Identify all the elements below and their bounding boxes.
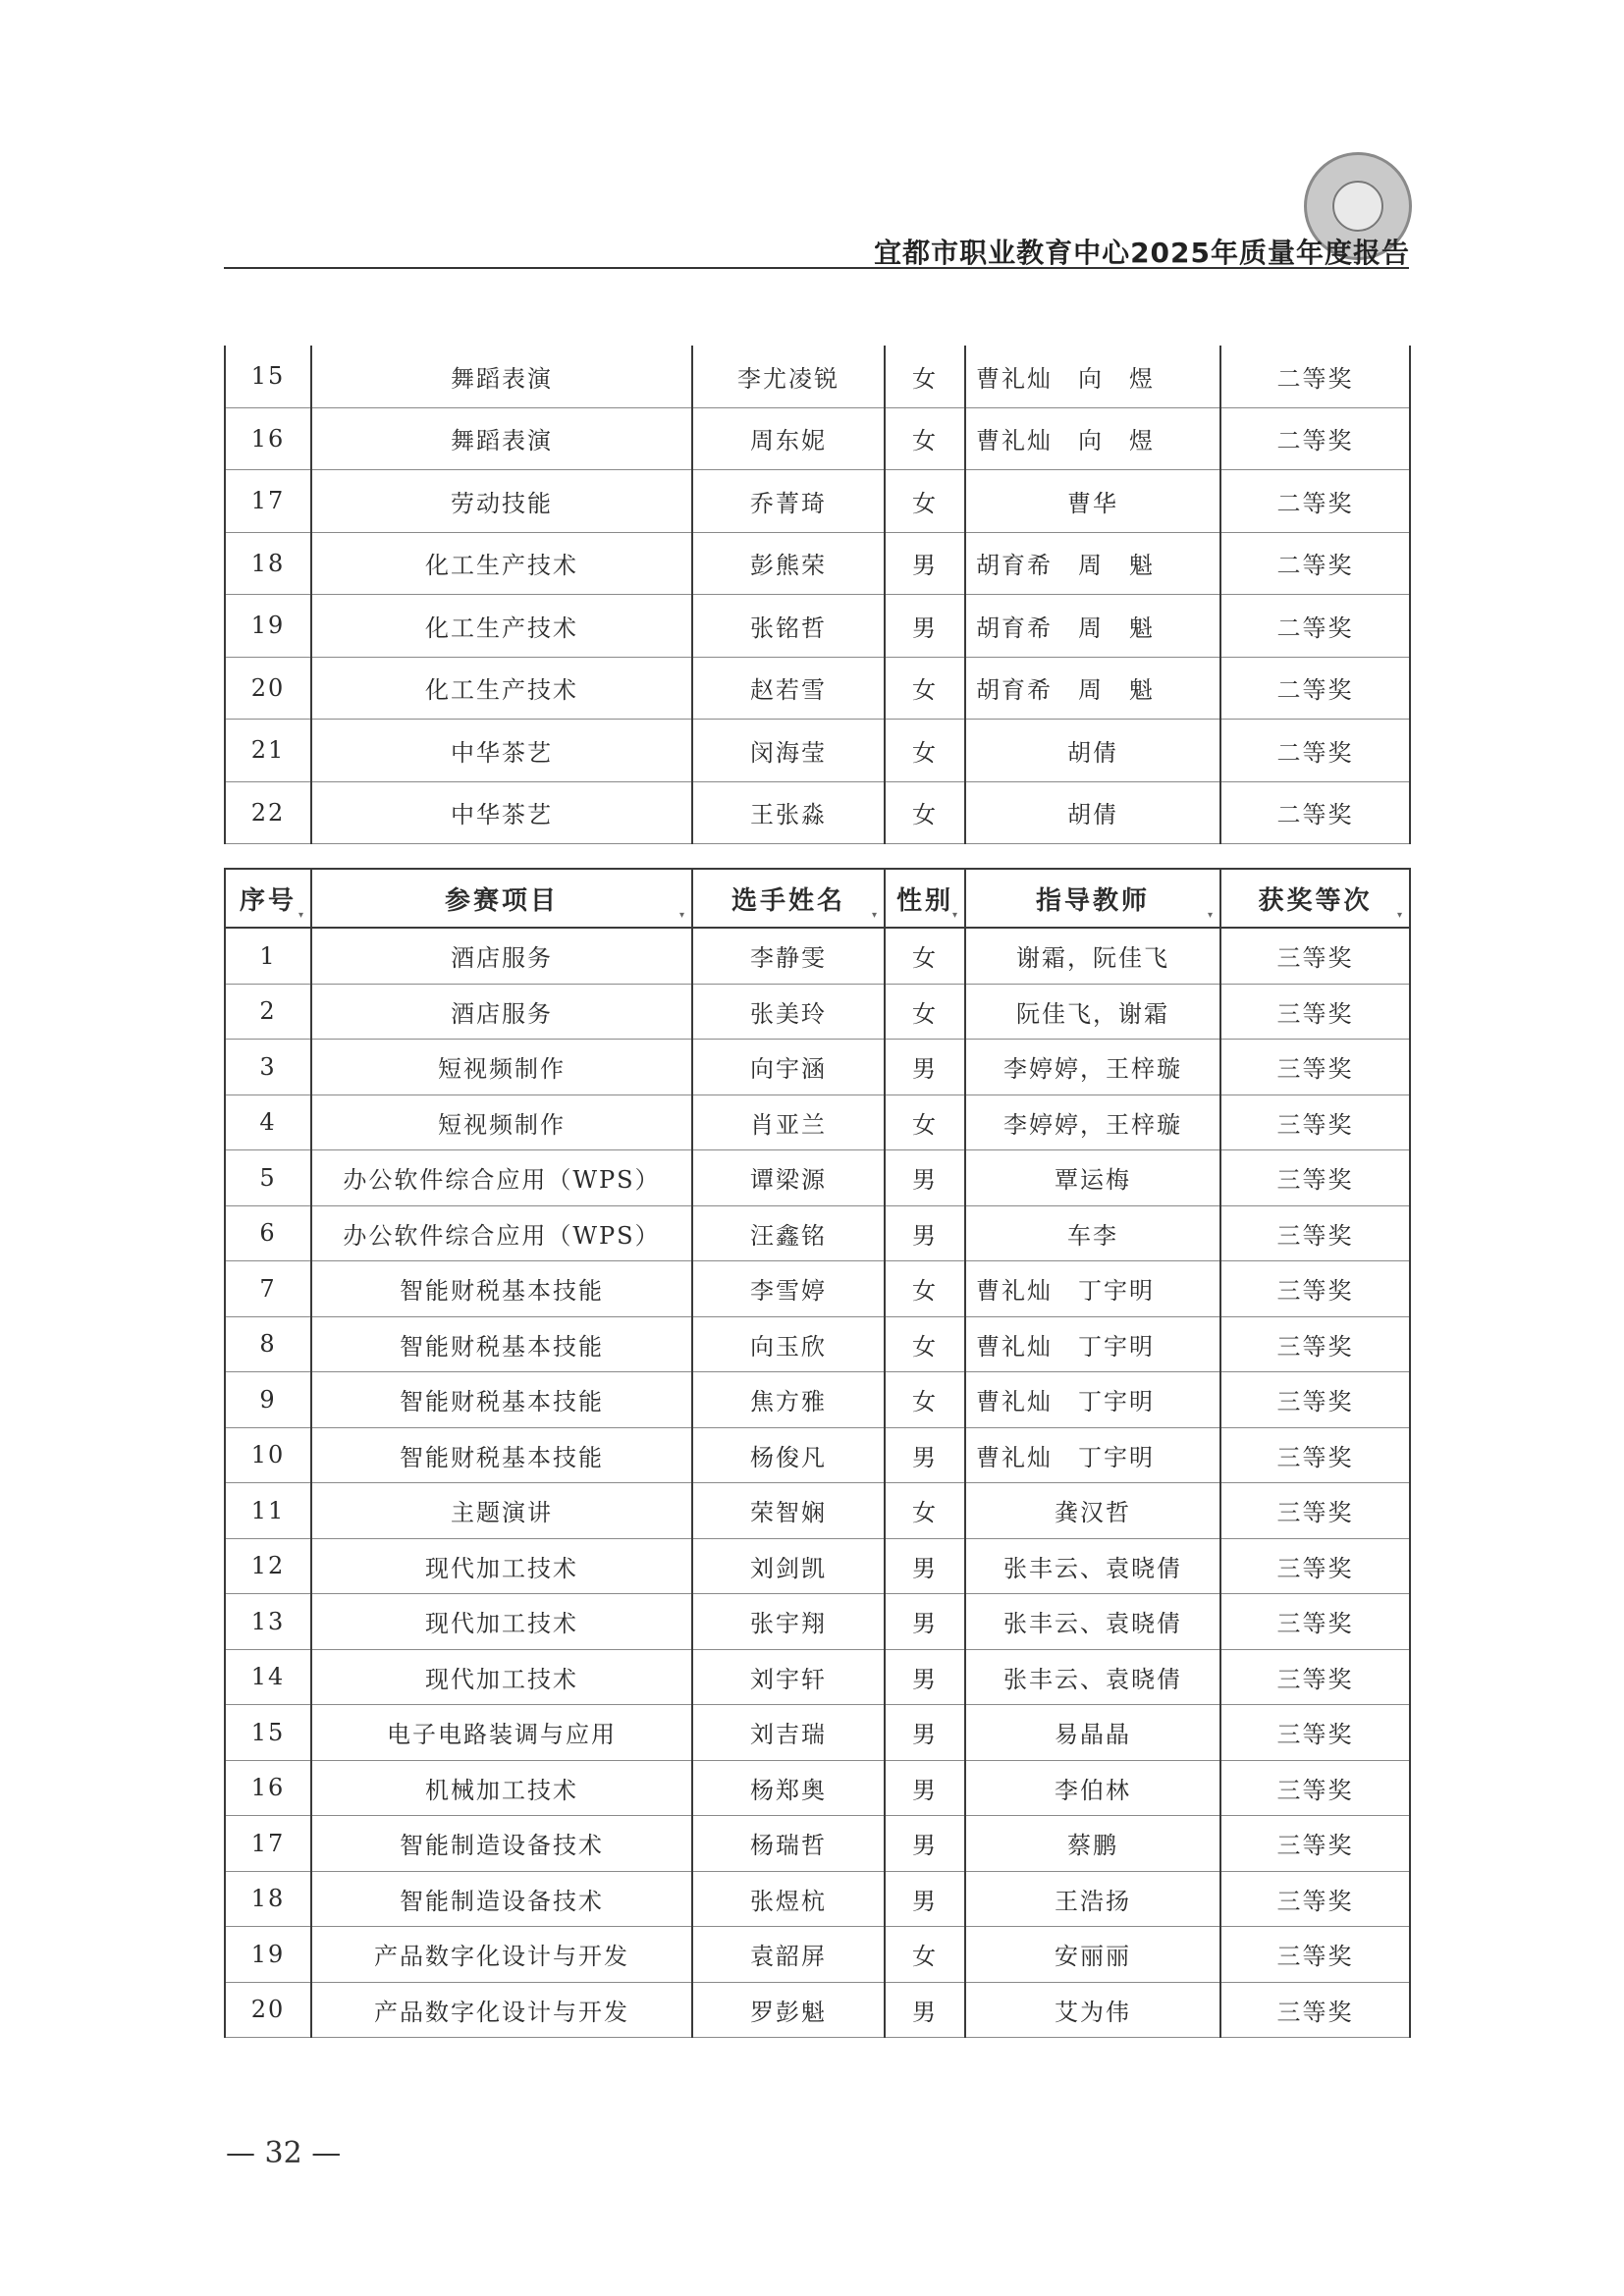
cell-project: 短视频制作: [311, 1095, 692, 1150]
cell-name: 周东妮: [692, 407, 885, 470]
cell-award: 二等奖: [1220, 346, 1410, 407]
cell-name: 李静雯: [692, 928, 885, 984]
cell-gender: 男: [885, 1538, 965, 1594]
column-header-gender[interactable]: 性别 ▾: [885, 869, 965, 928]
cell-gender: 男: [885, 1871, 965, 1927]
table-row: [225, 1816, 1410, 1872]
cell-project: 酒店服务: [311, 984, 692, 1040]
table-row: [225, 1316, 1410, 1372]
cell-teacher: 艾为伟: [965, 1982, 1220, 2038]
cell-name: 肖亚兰: [692, 1095, 885, 1150]
cell-project: 电子电路装调与应用: [311, 1705, 692, 1761]
cell-gender: 男: [885, 595, 965, 658]
cell-teacher: 胡育希 周 魁: [965, 657, 1220, 720]
cell-gender: 女: [885, 1927, 965, 1983]
cell-gender: 女: [885, 470, 965, 533]
header-divider: [224, 267, 1409, 269]
cell-name: 赵若雪: [692, 657, 885, 720]
cell-award: 三等奖: [1220, 1871, 1410, 1927]
cell-project: 主题演讲: [311, 1483, 692, 1539]
table-row: [225, 1871, 1410, 1927]
table-row: [225, 1927, 1410, 1983]
cell-gender: 男: [885, 1427, 965, 1483]
cell-award: 二等奖: [1220, 470, 1410, 533]
cell-no: 1: [225, 928, 311, 984]
cell-teacher: 安丽丽: [965, 1927, 1220, 1983]
cell-teacher: 张丰云、袁晓倩: [965, 1649, 1220, 1705]
cell-project: 中华茶艺: [311, 781, 692, 844]
cell-no: 10: [225, 1427, 311, 1483]
table-row: [225, 928, 1410, 984]
cell-award: 三等奖: [1220, 1427, 1410, 1483]
cell-award: 二等奖: [1220, 657, 1410, 720]
cell-no: 15: [225, 1705, 311, 1761]
cell-teacher: 曹礼灿 丁宇明: [965, 1261, 1220, 1317]
cell-project: 智能制造设备技术: [311, 1816, 692, 1872]
table-header-row: [225, 869, 1410, 928]
award-table-body: [225, 928, 1410, 2038]
cell-project: 产品数字化设计与开发: [311, 1927, 692, 1983]
cell-gender: 女: [885, 984, 965, 1040]
cell-name: 向玉欣: [692, 1316, 885, 1372]
cell-award: 三等奖: [1220, 984, 1410, 1040]
cell-gender: 男: [885, 1150, 965, 1206]
column-header-project[interactable]: 参赛项目 ▾: [311, 869, 692, 928]
cell-project: 智能财税基本技能: [311, 1261, 692, 1317]
cell-no: 16: [225, 1760, 311, 1816]
cell-no: 21: [225, 720, 311, 782]
cell-name: 汪鑫铭: [692, 1205, 885, 1261]
cell-name: 张铭哲: [692, 595, 885, 658]
cell-teacher: 胡倩: [965, 781, 1220, 844]
cell-gender: 男: [885, 1649, 965, 1705]
cell-award: 三等奖: [1220, 1927, 1410, 1983]
cell-no: 19: [225, 1927, 311, 1983]
cell-no: 3: [225, 1040, 311, 1095]
cell-award: 三等奖: [1220, 1040, 1410, 1095]
cell-teacher: 曹礼灿 向 煜: [965, 346, 1220, 407]
cell-award: 三等奖: [1220, 1760, 1410, 1816]
cell-award: 三等奖: [1220, 1705, 1410, 1761]
cell-no: 14: [225, 1649, 311, 1705]
page-number: — 32 —: [226, 2136, 342, 2170]
cell-name: 李雪婷: [692, 1261, 885, 1317]
award-table-continued: [224, 346, 1411, 844]
table-row: [225, 1372, 1410, 1428]
cell-teacher: 曹华: [965, 470, 1220, 533]
cell-project: 智能财税基本技能: [311, 1372, 692, 1428]
cell-award: 二等奖: [1220, 595, 1410, 658]
cell-award: 三等奖: [1220, 1594, 1410, 1650]
cell-no: 8: [225, 1316, 311, 1372]
cell-award: 三等奖: [1220, 1483, 1410, 1539]
cell-award: 二等奖: [1220, 720, 1410, 782]
cell-name: 张煜杭: [692, 1871, 885, 1927]
cell-award: 三等奖: [1220, 1816, 1410, 1872]
cell-award: 三等奖: [1220, 1095, 1410, 1150]
cell-teacher: 张丰云、袁晓倩: [965, 1538, 1220, 1594]
cell-name: 荣智娴: [692, 1483, 885, 1539]
cell-award: 三等奖: [1220, 1649, 1410, 1705]
cell-award: 三等奖: [1220, 928, 1410, 984]
cell-gender: 男: [885, 1816, 965, 1872]
cell-name: 乔菁琦: [692, 470, 885, 533]
cell-award: 二等奖: [1220, 532, 1410, 595]
cell-teacher: 李婷婷，王梓璇: [965, 1040, 1220, 1095]
cell-project: 酒店服务: [311, 928, 692, 984]
cell-no: 20: [225, 657, 311, 720]
cell-gender: 女: [885, 1372, 965, 1428]
cell-gender: 女: [885, 1095, 965, 1150]
cell-project: 智能财税基本技能: [311, 1316, 692, 1372]
cell-no: 20: [225, 1982, 311, 2038]
filter-dropdown-icon[interactable]: ▾: [951, 910, 960, 921]
cell-teacher: 胡育希 周 魁: [965, 595, 1220, 658]
table-row: [225, 1040, 1410, 1095]
table-row: [225, 1427, 1410, 1483]
cell-no: 5: [225, 1150, 311, 1206]
cell-name: 彭熊荣: [692, 532, 885, 595]
cell-no: 4: [225, 1095, 311, 1150]
cell-name: 张美玲: [692, 984, 885, 1040]
table-row: [225, 1760, 1410, 1816]
cell-no: 13: [225, 1594, 311, 1650]
cell-teacher: 曹礼灿 丁宇明: [965, 1427, 1220, 1483]
cell-no: 7: [225, 1261, 311, 1317]
table-row: [225, 1649, 1410, 1705]
cell-name: 谭梁源: [692, 1150, 885, 1206]
table-row: [225, 532, 1410, 595]
cell-gender: 男: [885, 1705, 965, 1761]
cell-name: 罗彭魁: [692, 1982, 885, 2038]
cell-name: 向宇涵: [692, 1040, 885, 1095]
cell-name: 刘吉瑞: [692, 1705, 885, 1761]
cell-gender: 女: [885, 928, 965, 984]
cell-name: 刘宇轩: [692, 1649, 885, 1705]
cell-award: 二等奖: [1220, 781, 1410, 844]
table-row: [225, 1705, 1410, 1761]
cell-teacher: 胡育希 周 魁: [965, 532, 1220, 595]
cell-no: 19: [225, 595, 311, 658]
cell-teacher: 李婷婷，王梓璇: [965, 1095, 1220, 1150]
cell-teacher: 蔡鹏: [965, 1816, 1220, 1872]
cell-award: 三等奖: [1220, 1538, 1410, 1594]
cell-gender: 男: [885, 1594, 965, 1650]
table-row: [225, 1205, 1410, 1261]
cell-award: 三等奖: [1220, 1150, 1410, 1206]
column-header-award[interactable]: 获奖等次 ▾: [1220, 869, 1410, 928]
cell-project: 中华茶艺: [311, 720, 692, 782]
table-row: [225, 407, 1410, 470]
table-row: [225, 657, 1410, 720]
filter-dropdown-icon[interactable]: ▾: [678, 910, 687, 921]
column-header-no[interactable]: 序号 ▾: [225, 869, 311, 928]
table-row: [225, 1483, 1410, 1539]
cell-teacher: 曹礼灿 丁宇明: [965, 1316, 1220, 1372]
table-row: [225, 1095, 1410, 1150]
cell-name: 闵海莹: [692, 720, 885, 782]
cell-project: 现代加工技术: [311, 1649, 692, 1705]
award-table-continued-body: [225, 346, 1410, 844]
table-row: [225, 1982, 1410, 2038]
table-row: [225, 1261, 1410, 1317]
cell-project: 办公软件综合应用（WPS）: [311, 1150, 692, 1206]
table-row: [225, 595, 1410, 658]
cell-award: 三等奖: [1220, 1261, 1410, 1317]
cell-project: 短视频制作: [311, 1040, 692, 1095]
cell-no: 18: [225, 532, 311, 595]
cell-award: 三等奖: [1220, 1372, 1410, 1428]
filter-dropdown-icon[interactable]: ▾: [871, 910, 880, 921]
cell-award: 三等奖: [1220, 1982, 1410, 2038]
cell-no: 16: [225, 407, 311, 470]
cell-gender: 女: [885, 781, 965, 844]
cell-teacher: 易晶晶: [965, 1705, 1220, 1761]
cell-teacher: 覃运梅: [965, 1150, 1220, 1206]
cell-project: 智能财税基本技能: [311, 1427, 692, 1483]
cell-project: 舞蹈表演: [311, 346, 692, 407]
cell-name: 杨瑞哲: [692, 1816, 885, 1872]
cell-gender: 男: [885, 532, 965, 595]
cell-award: 三等奖: [1220, 1205, 1410, 1261]
cell-teacher: 车李: [965, 1205, 1220, 1261]
cell-teacher: 曹礼灿 丁宇明: [965, 1372, 1220, 1428]
table-row: [225, 984, 1410, 1040]
filter-dropdown-icon[interactable]: ▾: [298, 910, 306, 921]
table-row: [225, 720, 1410, 782]
cell-gender: 女: [885, 346, 965, 407]
cell-project: 劳动技能: [311, 470, 692, 533]
table-row: [225, 470, 1410, 533]
cell-teacher: 胡倩: [965, 720, 1220, 782]
filter-dropdown-icon[interactable]: ▾: [1207, 910, 1216, 921]
cell-no: 18: [225, 1871, 311, 1927]
cell-name: 杨郑奥: [692, 1760, 885, 1816]
cell-teacher: 龚汉哲: [965, 1483, 1220, 1539]
cell-no: 17: [225, 470, 311, 533]
report-title: 宜都市职业教育中心2025年质量年度报告: [874, 237, 1410, 269]
cell-gender: 女: [885, 1316, 965, 1372]
cell-name: 袁韶屏: [692, 1927, 885, 1983]
cell-project: 办公软件综合应用（WPS）: [311, 1205, 692, 1261]
cell-teacher: 张丰云、袁晓倩: [965, 1594, 1220, 1650]
cell-no: 9: [225, 1372, 311, 1428]
column-header-name[interactable]: 选手姓名 ▾: [692, 869, 885, 928]
cell-award: 二等奖: [1220, 407, 1410, 470]
cell-name: 杨俊凡: [692, 1427, 885, 1483]
cell-teacher: 王浩扬: [965, 1871, 1220, 1927]
logo-emblem-icon: [1332, 181, 1383, 232]
cell-no: 6: [225, 1205, 311, 1261]
cell-project: 机械加工技术: [311, 1760, 692, 1816]
cell-name: 焦方雅: [692, 1372, 885, 1428]
cell-gender: 女: [885, 1483, 965, 1539]
cell-gender: 女: [885, 657, 965, 720]
cell-project: 化工生产技术: [311, 595, 692, 658]
cell-gender: 男: [885, 1760, 965, 1816]
cell-gender: 男: [885, 1982, 965, 2038]
table-row: [225, 346, 1410, 407]
cell-no: 2: [225, 984, 311, 1040]
cell-project: 智能制造设备技术: [311, 1871, 692, 1927]
cell-no: 17: [225, 1816, 311, 1872]
cell-gender: 女: [885, 407, 965, 470]
table-row: [225, 1150, 1410, 1206]
cell-gender: 女: [885, 1261, 965, 1317]
cell-project: 现代加工技术: [311, 1594, 692, 1650]
cell-project: 产品数字化设计与开发: [311, 1982, 692, 2038]
cell-teacher: 阮佳飞，谢霜: [965, 984, 1220, 1040]
cell-no: 11: [225, 1483, 311, 1539]
cell-no: 12: [225, 1538, 311, 1594]
cell-name: 刘剑凯: [692, 1538, 885, 1594]
cell-name: 王张淼: [692, 781, 885, 844]
cell-project: 舞蹈表演: [311, 407, 692, 470]
award-table-third-prize: [224, 868, 1411, 2038]
cell-no: 22: [225, 781, 311, 844]
filter-dropdown-icon[interactable]: ▾: [1396, 910, 1405, 921]
cell-gender: 男: [885, 1205, 965, 1261]
table-row: [225, 1538, 1410, 1594]
cell-project: 化工生产技术: [311, 532, 692, 595]
cell-gender: 男: [885, 1040, 965, 1095]
cell-teacher: 曹礼灿 向 煜: [965, 407, 1220, 470]
cell-name: 张宇翔: [692, 1594, 885, 1650]
table-row: [225, 781, 1410, 844]
cell-no: 15: [225, 346, 311, 407]
cell-teacher: 谢霜，阮佳飞: [965, 928, 1220, 984]
cell-teacher: 李伯林: [965, 1760, 1220, 1816]
cell-gender: 女: [885, 720, 965, 782]
cell-project: 化工生产技术: [311, 657, 692, 720]
cell-project: 现代加工技术: [311, 1538, 692, 1594]
table-row: [225, 1594, 1410, 1650]
column-header-teacher[interactable]: 指导教师 ▾: [965, 869, 1220, 928]
cell-name: 李尤凌锐: [692, 346, 885, 407]
cell-award: 三等奖: [1220, 1316, 1410, 1372]
